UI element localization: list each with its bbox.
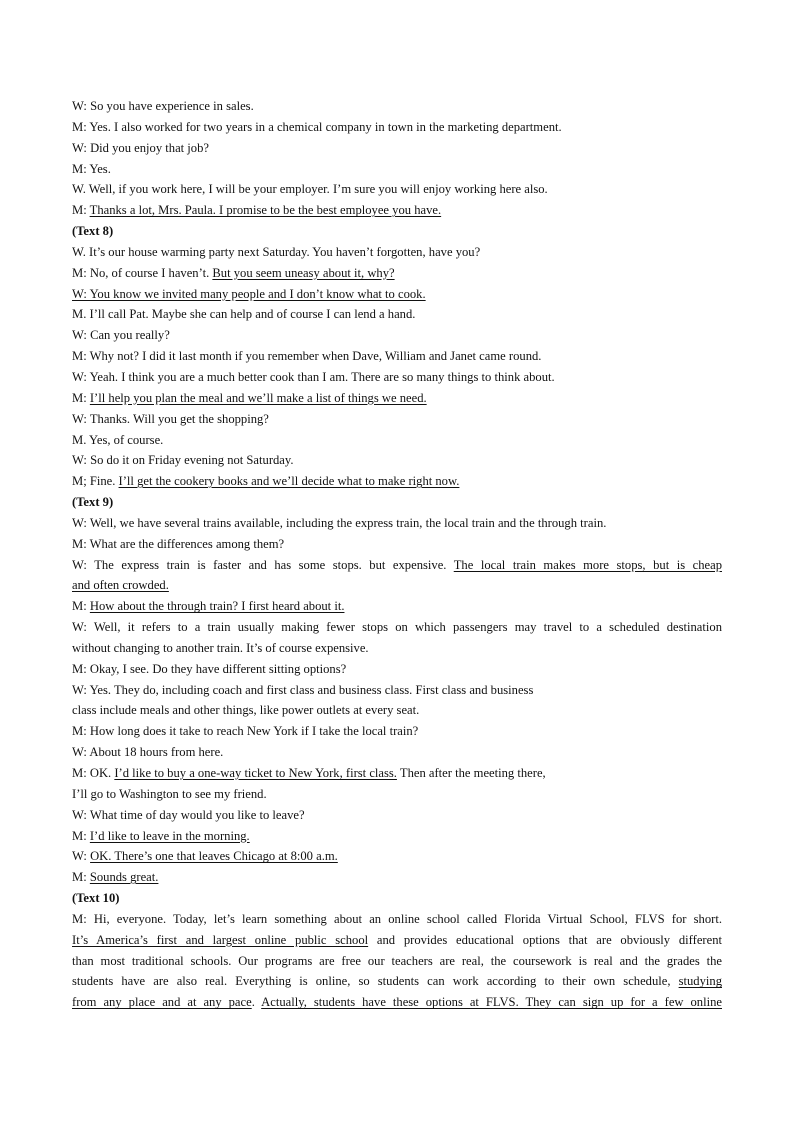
underlined-answer: It’s America’s first and largest online public school <box>72 932 369 947</box>
line-text: W: The express train is faster and has some stops. but expensive. <box>72 557 454 572</box>
transcript-line <box>72 534 722 555</box>
line-text: Then after the meeting there, <box>396 766 546 780</box>
line-text: (Text 8) <box>72 224 114 239</box>
underlined-answer: from any place and at any pace <box>72 995 252 1010</box>
transcript-line <box>72 659 722 680</box>
transcript-line <box>72 388 722 409</box>
line-text: and provides educational options that are obviously different <box>368 932 722 947</box>
transcript-line <box>72 638 722 659</box>
transcript-line <box>72 617 722 638</box>
transcript-line <box>72 805 722 826</box>
section-heading <box>72 492 722 513</box>
transcript-line <box>72 471 722 492</box>
transcript-line <box>72 430 722 451</box>
transcript-line <box>72 951 722 972</box>
underlined-answer: OK. There’s one that leaves Chicago at 8:00 a.m. <box>90 849 338 864</box>
line-text: W: Thanks. Will you get the shopping? <box>72 411 269 426</box>
line-text: W: <box>72 849 91 864</box>
transcript-line <box>72 159 722 180</box>
line-text: W: Yeah. I think you are a much better cook than I am. There are so many things to think about. <box>72 369 555 384</box>
document-page <box>72 96 722 1013</box>
line-text: W: About 18 hours from here. <box>72 745 224 760</box>
transcript-line <box>72 930 722 951</box>
section-heading <box>72 888 722 909</box>
underlined-answer: The local train makes more stops, but is cheap <box>453 557 722 572</box>
line-text: M: Okay, I see. Do they have different sitting options? <box>72 661 347 676</box>
line-text: M. I’ll call Pat. Maybe she can help and of course I can lend a hand. <box>72 307 416 322</box>
line-text: M: <box>72 390 90 405</box>
transcript-line <box>72 846 722 867</box>
transcript-line <box>72 784 722 805</box>
transcript-line <box>72 596 722 617</box>
line-text: W: Well, we have several trains available, including the express train, the local train and the through train. <box>72 515 607 530</box>
line-text: M: Hi, everyone. Today, let’s learn something about an online school called Florida Virtual School, FLVS for short. <box>72 911 722 926</box>
section-heading <box>72 221 722 242</box>
line-text: without changing to another train. It’s of course expensive. <box>72 640 369 655</box>
underlined-answer: Thanks a lot, Mrs. Paula. I promise to be the best employee you have. <box>89 203 442 218</box>
underlined-answer: How about the through train? I first heard about it. <box>89 599 345 614</box>
line-text: M: OK. <box>72 766 115 780</box>
transcript-line <box>72 909 722 930</box>
line-text: M; Fine. <box>72 474 119 489</box>
transcript-line <box>72 304 722 325</box>
line-text: I’ll go to Washington to see my friend. <box>72 786 267 801</box>
line-text: W: So do it on Friday evening not Saturday. <box>72 453 294 468</box>
line-text: M: Yes. I also worked for two years in a chemical company in town in the marketing department. <box>72 119 562 134</box>
underlined-answer: I’ll get the cookery books and we’ll decide what to make right now. <box>118 474 460 489</box>
transcript-line <box>72 721 722 742</box>
line-text: . <box>251 995 262 1010</box>
line-text: W. It’s our house warming party next Saturday. You haven’t forgotten, have you? <box>72 244 481 259</box>
transcript-line <box>72 179 722 200</box>
underlined-answer: and often crowded. <box>72 578 169 593</box>
transcript-line <box>72 138 722 159</box>
line-text: M: Why not? I did it last month if you remember when Dave, William and Janet came round. <box>72 349 542 364</box>
underlined-answer: W: You know we invited many people and I don’t know what to cook. <box>72 286 426 301</box>
line-text: W: Well, it refers to a train usually making fewer stops on which passengers may travel to a scheduled destination <box>72 620 722 635</box>
transcript-line <box>72 367 722 388</box>
transcript-line <box>72 826 722 847</box>
line-text: W. Well, if you work here, I will be your employer. I’m sure you will enjoy working here also. <box>72 182 548 197</box>
line-text: W: Can you really? <box>72 328 170 343</box>
underlined-answer: Actually, students have these options at FLVS. They can sign up for a few online <box>261 995 722 1010</box>
transcript-line <box>72 742 722 763</box>
line-text: W: Yes. They do, including coach and first class and business class. First class and business <box>72 682 534 697</box>
transcript-line <box>72 242 722 263</box>
line-text: W: So you have experience in sales. <box>72 99 254 113</box>
transcript-line <box>72 867 722 888</box>
underlined-answer: Sounds great. <box>89 870 159 885</box>
line-text: M: Yes. <box>72 161 111 176</box>
transcript-line <box>72 346 722 367</box>
transcript-line <box>72 992 722 1013</box>
line-text: class include meals and other things, like power outlets at every seat. <box>72 703 420 718</box>
transcript-line <box>72 409 722 430</box>
line-text: (Text 9) <box>72 495 114 510</box>
underlined-answer: I’d like to buy a one-way ticket to New York, first class. <box>114 766 397 780</box>
transcript-line <box>72 96 722 117</box>
line-text: M: What are the differences among them? <box>72 536 285 551</box>
transcript-line <box>72 555 722 576</box>
transcript-line <box>72 763 722 784</box>
underlined-answer: I’d like to leave in the morning. <box>89 828 250 843</box>
transcript-line <box>72 200 722 221</box>
line-text: M: <box>72 828 90 843</box>
line-text: than most traditional schools. Our programs are free our teachers are real, the coursework is real and the grades the <box>72 953 722 968</box>
underlined-answer: studying <box>678 974 722 989</box>
line-text: M: <box>72 203 90 218</box>
line-text: M: <box>72 599 90 614</box>
line-text: M: How long does it take to reach New York if I take the local train? <box>72 724 419 739</box>
transcript-line <box>72 680 722 701</box>
underlined-answer: I’ll help you plan the meal and we’ll make a list of things we need. <box>89 390 427 405</box>
line-text: W: Did you enjoy that job? <box>72 140 209 155</box>
transcript-line <box>72 263 722 284</box>
line-text: M: <box>72 870 90 885</box>
transcript-line <box>72 575 722 596</box>
transcript-line <box>72 325 722 346</box>
transcript-line <box>72 700 722 721</box>
line-text: (Text 10) <box>72 891 120 906</box>
line-text: M. Yes, of course. <box>72 432 164 447</box>
line-text: students have are also real. Everything is online, so students can work according to their own schedule, <box>72 974 679 989</box>
line-text: W: What time of day would you like to leave? <box>72 807 305 822</box>
transcript-line <box>72 450 722 471</box>
transcript-line <box>72 284 722 305</box>
transcript-line <box>72 117 722 138</box>
line-text: M: No, of course I haven’t. <box>72 265 213 280</box>
underlined-answer: But you seem uneasy about it, why? <box>212 265 395 280</box>
transcript-line <box>72 513 722 534</box>
transcript-line <box>72 971 722 992</box>
